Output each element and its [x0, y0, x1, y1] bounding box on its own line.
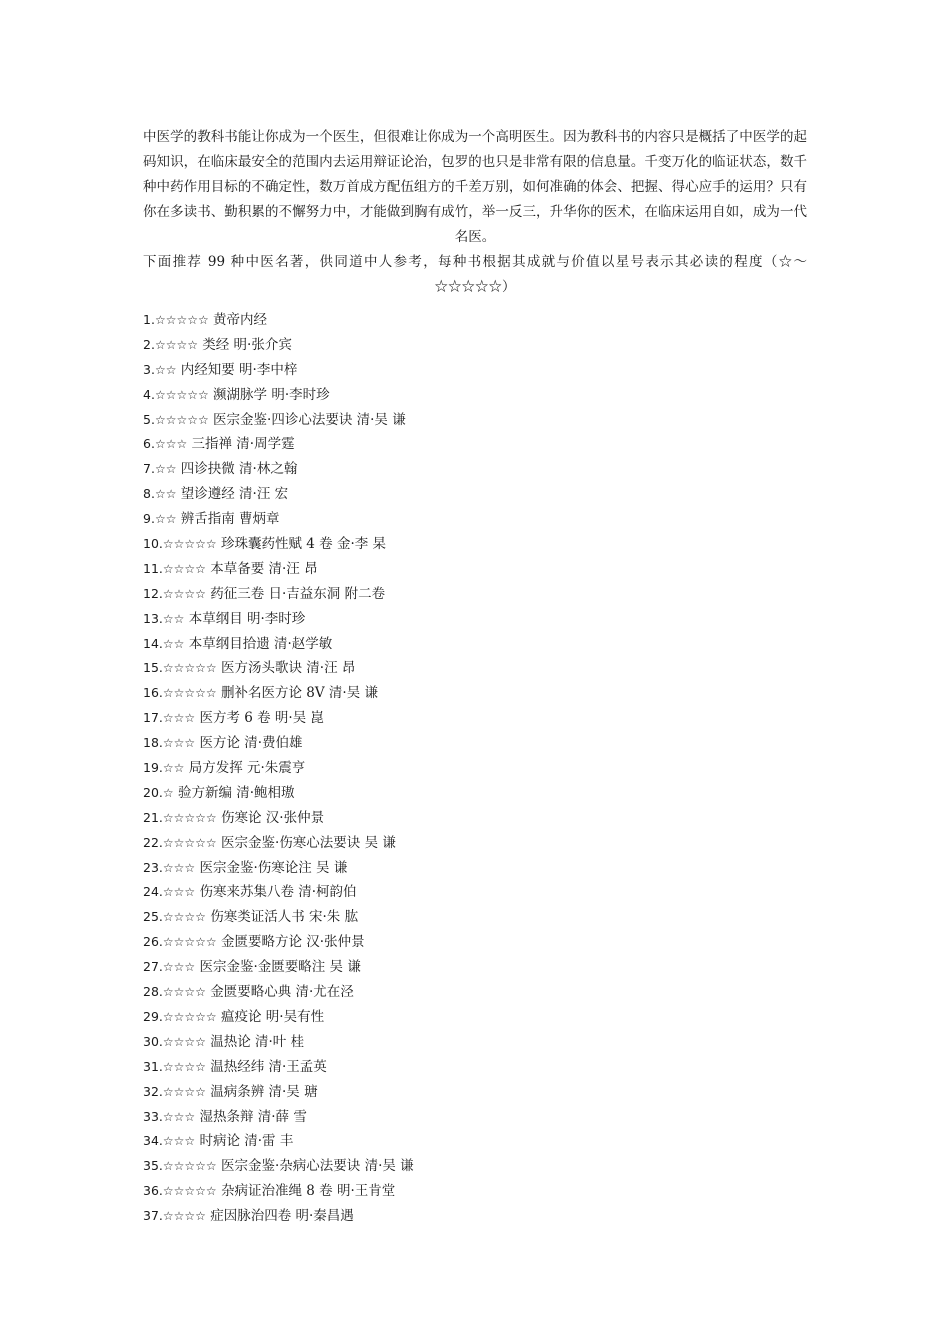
star-rating: ☆☆☆☆☆	[162, 1184, 217, 1199]
item-number: 29.	[143, 1008, 163, 1024]
item-number: 23.	[143, 859, 163, 875]
item-number: 6.	[143, 436, 155, 452]
list-item	[143, 457, 807, 482]
book-title: 时病论 清·雷 丰	[199, 1133, 294, 1150]
book-title: 本草纲目拾遗 清·赵学敏	[188, 635, 333, 652]
list-item	[143, 831, 807, 856]
book-title: 辨舌指南 曹炳章	[180, 511, 280, 528]
list-item	[143, 482, 807, 507]
item-number: 32.	[143, 1083, 163, 1099]
item-number: 25.	[143, 909, 163, 925]
book-title: 四诊抉微 清·林之翰	[180, 461, 298, 478]
book-title: 黄帝内经	[213, 312, 268, 328]
list-item	[143, 333, 807, 358]
book-title: 医宗金鉴·金匮要略注 吴 谦	[199, 959, 361, 976]
star-rating: ☆☆☆☆	[162, 1209, 206, 1224]
item-number: 27.	[143, 959, 163, 975]
star-rating: ☆☆☆	[162, 711, 196, 726]
star-rating: ☆☆	[154, 462, 177, 477]
star-rating: ☆☆☆☆	[162, 1059, 206, 1074]
list-item	[143, 1105, 807, 1130]
item-number: 5.	[143, 411, 155, 427]
list-item	[143, 408, 807, 433]
document-body	[143, 125, 807, 1229]
item-number: 10.	[143, 536, 163, 552]
star-rating: ☆☆☆☆☆	[162, 835, 217, 850]
book-title: 杂病证治准绳 8 卷 明·王肯堂	[220, 1183, 396, 1200]
star-rating: ☆☆☆☆☆	[162, 935, 217, 950]
item-number: 21.	[143, 809, 163, 825]
item-number: 11.	[143, 560, 163, 576]
star-rating: ☆☆☆☆☆	[154, 412, 209, 427]
item-number: 8.	[143, 486, 155, 502]
star-rating: ☆☆☆☆	[162, 1084, 206, 1099]
item-number: 19.	[143, 760, 163, 776]
item-number: 1.	[143, 312, 155, 327]
list-item	[143, 607, 807, 632]
list-item	[143, 308, 807, 333]
book-title: 药征三卷 日·吉益东洞 附二卷	[210, 585, 386, 602]
list-item	[143, 781, 807, 806]
list-item	[143, 731, 807, 756]
list-item	[143, 432, 807, 457]
list-item	[143, 656, 807, 681]
item-number: 35.	[143, 1158, 163, 1174]
star-rating: ☆☆☆	[154, 437, 188, 452]
book-title: 医宗金鉴·四诊心法要诀 清·吴 谦	[213, 411, 406, 428]
item-number: 14.	[143, 635, 163, 651]
book-title: 珍珠囊药性赋 4 卷 金·李 杲	[220, 536, 387, 553]
star-rating: ☆☆☆	[162, 1109, 196, 1124]
book-title: 医方汤头歌诀 清·汪 昂	[220, 660, 356, 677]
star-rating: ☆☆☆☆	[162, 1034, 206, 1049]
list-item	[143, 980, 807, 1005]
list-item	[143, 1005, 807, 1030]
list-item	[143, 507, 807, 532]
star-rating: ☆☆☆	[162, 860, 196, 875]
recommendation-paragraph: 下面推荐 99 种中医名著，供同道中人参考，每种书根据其成就与价值以星号表示其必读的程度（☆～☆☆☆☆☆）	[143, 254, 807, 295]
item-number: 17.	[143, 710, 163, 726]
item-number: 37.	[143, 1208, 163, 1224]
book-title: 伤寒论 汉·张仲景	[220, 809, 325, 826]
star-rating: ☆☆☆☆	[162, 985, 206, 1000]
book-title: 医方论 清·费伯雄	[199, 735, 303, 752]
book-title: 伤寒来苏集八卷 清·柯韵伯	[199, 884, 357, 901]
star-rating: ☆	[162, 785, 174, 800]
item-number: 22.	[143, 834, 163, 850]
star-rating: ☆☆☆	[162, 885, 196, 900]
item-number: 18.	[143, 735, 163, 751]
star-rating: ☆☆	[154, 512, 177, 527]
book-title: 湿热条辩 清·薛 雪	[199, 1108, 307, 1125]
star-rating: ☆☆☆	[162, 1134, 196, 1149]
book-title: 医宗金鉴·伤寒心法要诀 吴 谦	[220, 834, 396, 851]
book-title: 本草备要 清·汪 昂	[210, 560, 318, 577]
item-number: 26.	[143, 934, 163, 950]
star-rating: ☆☆	[154, 362, 177, 377]
star-rating: ☆☆☆☆☆	[162, 661, 217, 676]
item-number: 31.	[143, 1058, 163, 1074]
item-number: 3.	[143, 361, 155, 377]
book-title: 伤寒类证活人书 宋·朱 肱	[210, 909, 359, 926]
star-rating: ☆☆	[162, 761, 185, 776]
book-title: 局方发挥 元·朱震亨	[188, 760, 306, 777]
book-title: 望诊遵经 清·汪 宏	[180, 486, 289, 503]
item-number: 7.	[143, 461, 155, 477]
item-number: 15.	[143, 660, 163, 676]
star-rating: ☆☆	[162, 611, 185, 626]
book-title: 三指禅 清·周学霆	[191, 436, 295, 453]
list-item	[143, 955, 807, 980]
list-item	[143, 1129, 807, 1154]
list-item	[143, 1154, 807, 1179]
star-rating: ☆☆☆	[162, 960, 196, 975]
item-number: 24.	[143, 884, 163, 900]
star-rating: ☆☆☆☆☆	[162, 537, 217, 552]
book-title: 瘟疫论 明·吴有性	[220, 1008, 325, 1025]
list-item	[143, 1055, 807, 1080]
list-item	[143, 706, 807, 731]
star-rating: ☆☆☆☆☆	[154, 387, 209, 402]
book-title: 温热论 清·叶 桂	[210, 1033, 305, 1050]
item-number: 34.	[143, 1133, 163, 1149]
list-item	[143, 358, 807, 383]
list-item	[143, 582, 807, 607]
star-rating: ☆☆☆☆☆	[162, 1009, 217, 1024]
item-number: 33.	[143, 1108, 163, 1124]
book-title: 医宗金鉴·杂病心法要诀 清·吴 谦	[220, 1158, 414, 1175]
list-item	[143, 1204, 807, 1229]
book-title: 类经 明·张介宾	[202, 336, 292, 353]
intro-paragraph: 中医学的教科书能让你成为一个医生，但很难让你成为一个高明医生。因为教科书的内容只是概括了中医学的起码知识，在临床最安全的范围内去运用辩证论治，包罗的也只是非常有限的信息量。千变万化的临证状态，数千种中药作用目标的不确定性，数万首成方配伍组方的千差万别，如何准确的体会、把握、得心应手的运用？只有你在多读书、勤积累的不懈努力中，才能做到胸有成竹，举一反三，升华你的医术，在临床运用自如，成为一代名医。	[143, 129, 807, 245]
book-title: 删补名医方论 8V 清·吴 谦	[220, 685, 378, 702]
list-item	[143, 930, 807, 955]
star-rating: ☆☆☆☆☆	[162, 1159, 217, 1174]
list-item	[143, 632, 807, 657]
star-rating: ☆☆☆☆☆	[162, 810, 217, 825]
item-number: 16.	[143, 685, 163, 701]
item-number: 36.	[143, 1183, 163, 1199]
book-title: 濒湖脉学 明·李时珍	[213, 386, 330, 403]
book-title: 症因脉治四卷 明·秦昌遇	[210, 1208, 354, 1225]
book-title: 金匮要略心典 清·尤在泾	[210, 984, 354, 1001]
book-title: 本草纲目 明·李时珍	[188, 610, 306, 627]
star-rating: ☆☆☆☆☆	[154, 313, 209, 327]
item-number: 12.	[143, 585, 163, 601]
list-item	[143, 383, 807, 408]
item-number: 9.	[143, 511, 155, 527]
list-item	[143, 532, 807, 557]
item-number: 13.	[143, 610, 163, 626]
star-rating: ☆☆☆☆☆	[162, 686, 217, 701]
list-item	[143, 1030, 807, 1055]
item-number: 30.	[143, 1033, 163, 1049]
book-title: 医方考 6 卷 明·吴 崑	[199, 710, 325, 727]
star-rating: ☆☆☆	[162, 736, 196, 751]
list-item	[143, 681, 807, 706]
list-item	[143, 806, 807, 831]
list-item	[143, 880, 807, 905]
star-rating: ☆☆☆☆	[154, 337, 198, 352]
list-item	[143, 756, 807, 781]
item-number: 2.	[143, 336, 155, 352]
book-title: 验方新编 清·鲍相璈	[177, 784, 295, 801]
star-rating: ☆☆	[154, 487, 177, 502]
star-rating: ☆☆☆☆	[162, 586, 206, 601]
list-item	[143, 905, 807, 930]
list-item	[143, 1080, 807, 1105]
item-number: 28.	[143, 984, 163, 1000]
item-number: 20.	[143, 784, 163, 800]
book-title: 温热经纬 清·王孟英	[210, 1058, 327, 1075]
book-title: 医宗金鉴·伤寒论注 吴 谦	[199, 859, 348, 876]
star-rating: ☆☆☆☆	[162, 561, 206, 576]
star-rating: ☆☆	[162, 636, 185, 651]
book-title: 金匮要略方论 汉·张仲景	[220, 934, 365, 951]
book-list	[143, 308, 807, 1229]
item-number: 4.	[143, 386, 155, 402]
book-title: 内经知要 明·李中梓	[180, 361, 298, 378]
list-item	[143, 1179, 807, 1204]
list-item	[143, 557, 807, 582]
list-item	[143, 856, 807, 881]
book-title: 温病条辨 清·吴 瑭	[210, 1083, 318, 1100]
star-rating: ☆☆☆☆	[162, 910, 206, 925]
